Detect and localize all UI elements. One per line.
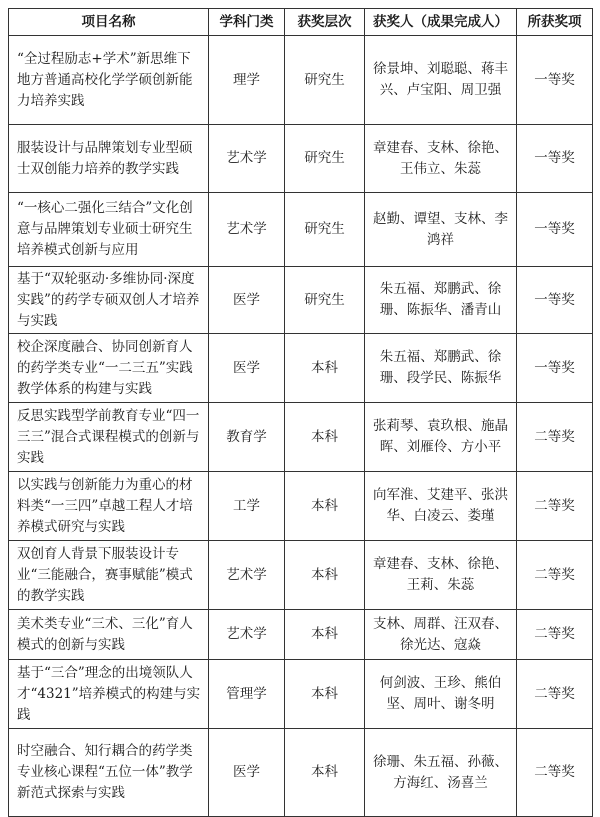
discipline: 工学 <box>209 472 285 541</box>
winners: 朱五福、郑鹏武、徐珊、陈振华、潘青山 <box>365 267 517 334</box>
header-award-level: 获奖层次 <box>285 9 365 36</box>
award: 一等奖 <box>517 334 593 403</box>
award-level: 本科 <box>285 334 365 403</box>
table-row <box>9 193 593 267</box>
table-row <box>9 36 593 125</box>
award: 一等奖 <box>517 193 593 267</box>
award-level: 研究生 <box>285 36 365 125</box>
winners: 章建春、支林、徐艳、王莉、朱蕊 <box>365 541 517 610</box>
award-level: 本科 <box>285 472 365 541</box>
winners: 张莉琴、袁玖根、施晶晖、刘雁伶、方小平 <box>365 403 517 472</box>
discipline: 理学 <box>209 36 285 125</box>
award: 二等奖 <box>517 729 593 817</box>
award: 一等奖 <box>517 36 593 125</box>
award-level: 本科 <box>285 729 365 817</box>
award: 二等奖 <box>517 541 593 610</box>
header-discipline: 学科门类 <box>209 9 285 36</box>
discipline: 医学 <box>209 729 285 817</box>
header-award: 所获奖项 <box>517 9 593 36</box>
winners: 徐珊、朱五福、孙薇、方海红、汤喜兰 <box>365 729 517 817</box>
winners: 章建春、支林、徐艳、王伟立、朱蕊 <box>365 125 517 193</box>
award: 二等奖 <box>517 472 593 541</box>
awards-table <box>8 8 593 817</box>
project-name: 时空融合、知行耦合的药学类专业核心课程“五位一体”教学新范式探索与实践 <box>9 729 209 817</box>
table-row <box>9 660 593 729</box>
award-level: 本科 <box>285 660 365 729</box>
discipline: 艺术学 <box>209 541 285 610</box>
header-row <box>9 9 593 36</box>
discipline: 医学 <box>209 267 285 334</box>
table-row <box>9 541 593 610</box>
award-level: 本科 <box>285 403 365 472</box>
table-row <box>9 610 593 660</box>
award-level: 研究生 <box>285 125 365 193</box>
winners: 何剑波、王珍、熊伯坚、周叶、谢冬明 <box>365 660 517 729</box>
project-name: 反思实践型学前教育专业“四一三三”混合式课程模式的创新与实践 <box>9 403 209 472</box>
discipline: 管理学 <box>209 660 285 729</box>
award-level: 研究生 <box>285 193 365 267</box>
table-row <box>9 729 593 817</box>
table-row <box>9 267 593 334</box>
table-row <box>9 334 593 403</box>
project-name: 美术类专业“三术、三化”育人模式的创新与实践 <box>9 610 209 660</box>
winners: 支林、周群、汪双春、徐光达、寇焱 <box>365 610 517 660</box>
project-name: 校企深度融合、协同创新育人的药学类专业“一二三五”实践教学体系的构建与实践 <box>9 334 209 403</box>
award: 一等奖 <box>517 267 593 334</box>
project-name: 服装设计与品牌策划专业型硕士双创能力培养的教学实践 <box>9 125 209 193</box>
discipline: 艺术学 <box>209 125 285 193</box>
award-level: 本科 <box>285 610 365 660</box>
winners: 徐景坤、刘聪聪、蒋丰兴、卢宝阳、周卫强 <box>365 36 517 125</box>
project-name: 基于“三合”理念的出境领队人才“4321”培养模式的构建与实践 <box>9 660 209 729</box>
award-level: 研究生 <box>285 267 365 334</box>
table-row <box>9 125 593 193</box>
table-row <box>9 472 593 541</box>
project-name: 双创育人背景下服装设计专业“三能融合，赛事赋能”模式的教学实践 <box>9 541 209 610</box>
header-winners: 获奖人（成果完成人） <box>365 9 517 36</box>
header-project-name: 项目名称 <box>9 9 209 36</box>
award: 二等奖 <box>517 660 593 729</box>
project-name: 以实践与创新能力为重心的材料类“一三四”卓越工程人才培养模式研究与实践 <box>9 472 209 541</box>
winners: 赵勤、谭望、支林、李鸿祥 <box>365 193 517 267</box>
project-name: “全过程励志+学术”新思维下地方普通高校化学学硕创新能力培养实践 <box>9 36 209 125</box>
project-name: 基于“双轮驱动·多维协同·深度实践”的药学专硕双创人才培养与实践 <box>9 267 209 334</box>
award: 一等奖 <box>517 125 593 193</box>
discipline: 艺术学 <box>209 610 285 660</box>
award-level: 本科 <box>285 541 365 610</box>
table-row <box>9 403 593 472</box>
discipline: 艺术学 <box>209 193 285 267</box>
winners: 朱五福、郑鹏武、徐珊、段学民、陈振华 <box>365 334 517 403</box>
project-name: “一核心二强化三结合”文化创意与品牌策划专业硕士研究生培养模式创新与应用 <box>9 193 209 267</box>
discipline: 医学 <box>209 334 285 403</box>
winners: 向军淮、艾建平、张洪华、白凌云、娄瑾 <box>365 472 517 541</box>
discipline: 教育学 <box>209 403 285 472</box>
award: 二等奖 <box>517 403 593 472</box>
award: 二等奖 <box>517 610 593 660</box>
